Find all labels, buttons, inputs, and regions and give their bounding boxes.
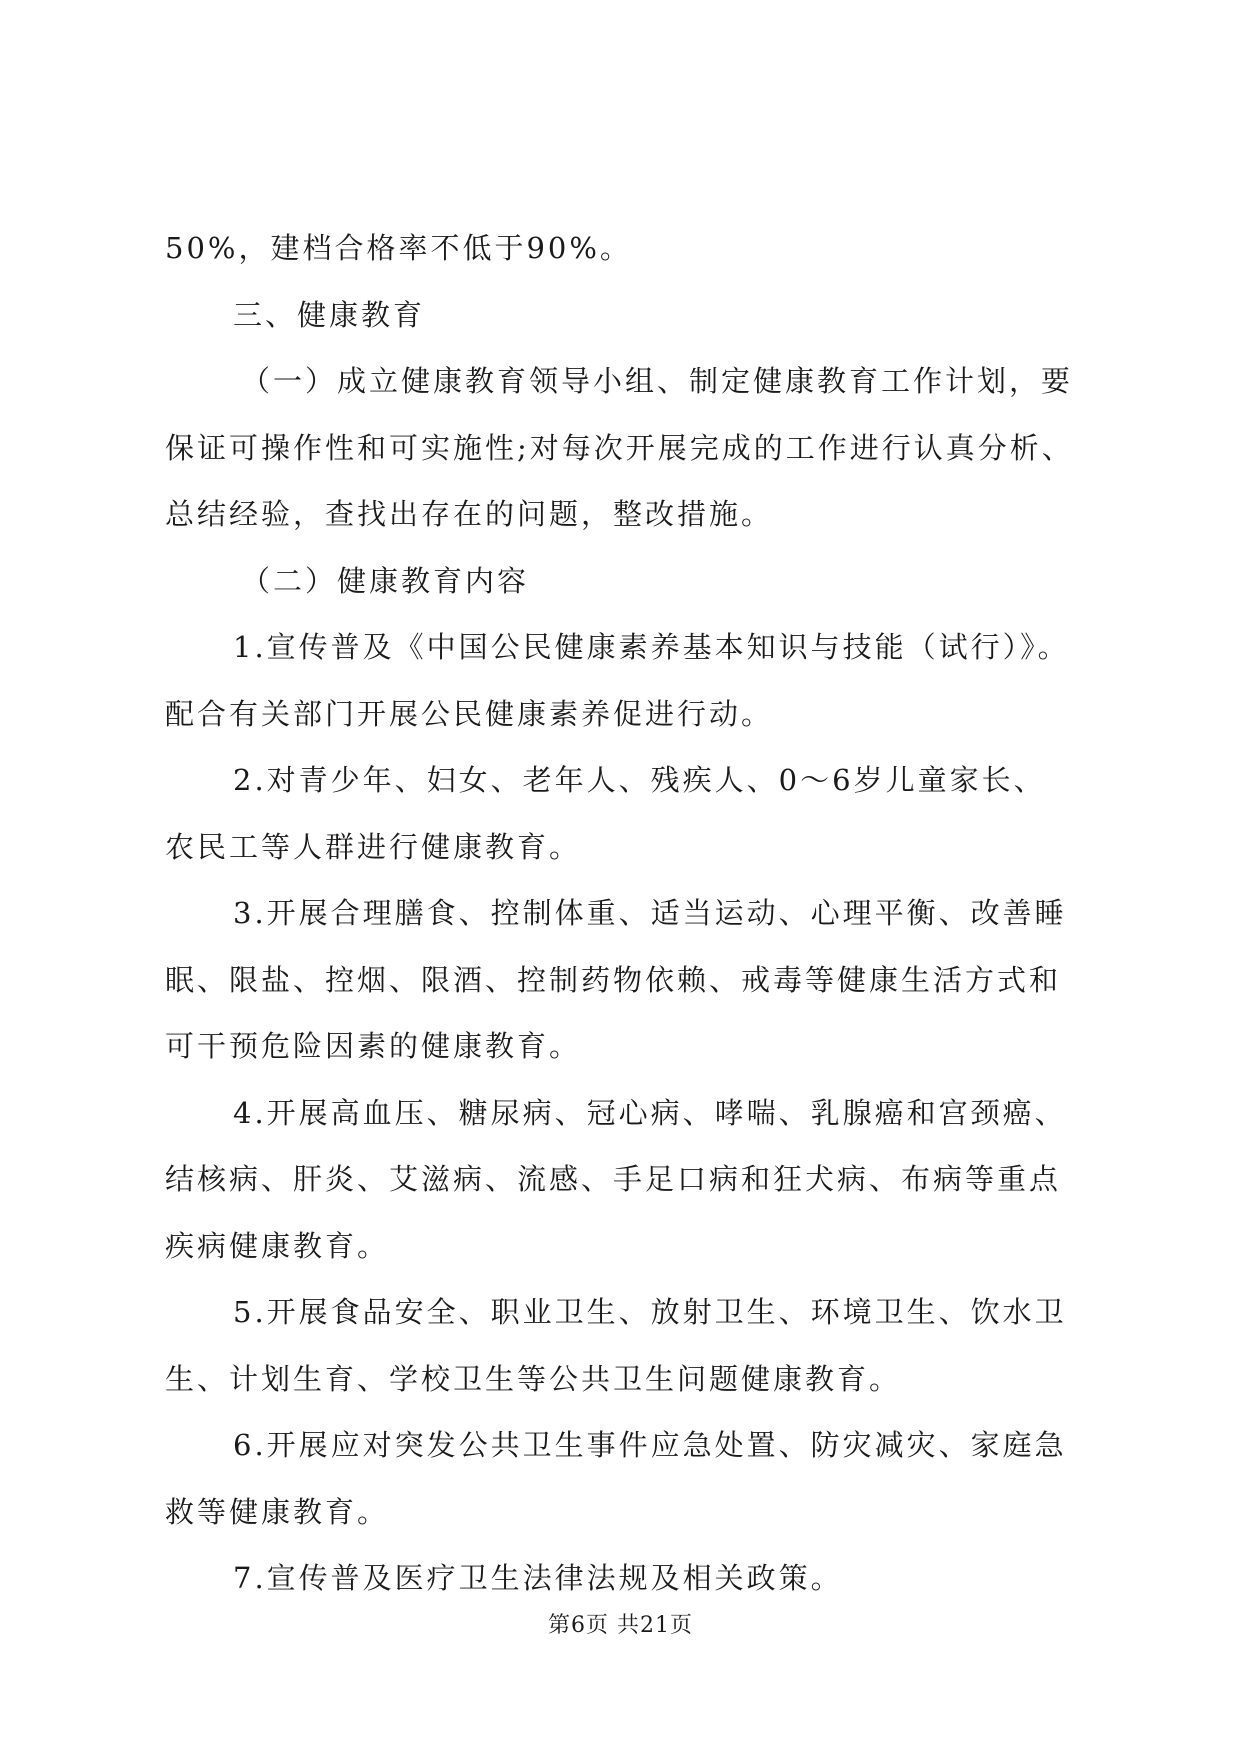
body-text-line: 总结经验，查找出存在的问题，整改措施。 <box>165 497 774 531</box>
list-item-line: 结核病、肝炎、艾滋病、流感、手足口病和狂犬病、布病等重点 <box>165 1162 1062 1196</box>
list-item-line: 5.开展食品安全、职业卫生、放射卫生、环境卫生、饮水卫 <box>233 1295 1067 1329</box>
body-text-line: 50%，建档合格率不低于90%。 <box>165 231 632 265</box>
list-item-line: 救等健康教育。 <box>165 1494 390 1529</box>
body-text-line: （一）成立健康教育领导小组、制定健康教育工作计划，要 <box>241 364 1074 398</box>
list-item-line: 4.开展高血压、糖尿病、冠心病、哮喘、乳腺癌和宫颈癌、 <box>233 1095 1067 1130</box>
list-item-line: 配合有关部门开展公民健康素养促进行动。 <box>165 696 774 731</box>
list-item-line: 7.宣传普及医疗卫生法律法规及相关政策。 <box>233 1561 843 1595</box>
list-item-line: 1.宣传普及《中国公民健康素养基本知识与技能（试行）》。 <box>233 630 1070 664</box>
list-item-line: 2.对青少年、妇女、老年人、残疾人、0～6岁儿童家长、 <box>233 763 1046 797</box>
list-item-line: 农民工等人群进行健康教育。 <box>165 829 582 864</box>
list-item-line: 6.开展应对突发公共卫生事件应急处置、防灾减灾、家庭急 <box>233 1428 1067 1462</box>
page-number: 第6页 共21页 <box>548 1613 693 1638</box>
body-text-line: 保证可操作性和可实施性;对每次开展完成的工作进行认真分析、 <box>165 430 1074 465</box>
list-item-line: 可干预危险因素的健康教育。 <box>165 1029 582 1063</box>
subsection-heading: （二）健康教育内容 <box>241 563 530 598</box>
list-item-line: 眠、限盐、控烟、限酒、控制药物依赖、戒毒等健康生活方式和 <box>165 962 1062 997</box>
list-item-line: 3.开展合理膳食、控制体重、适当运动、心理平衡、改善睡 <box>233 896 1067 930</box>
section-heading: 三、健康教育 <box>233 297 426 332</box>
list-item-line: 疾病健康教育。 <box>165 1228 390 1263</box>
document-body <box>165 228 1085 1598</box>
list-item-line: 生、计划生育、学校卫生等公共卫生问题健康教育。 <box>165 1361 902 1396</box>
page-footer <box>0 1612 1241 1640</box>
